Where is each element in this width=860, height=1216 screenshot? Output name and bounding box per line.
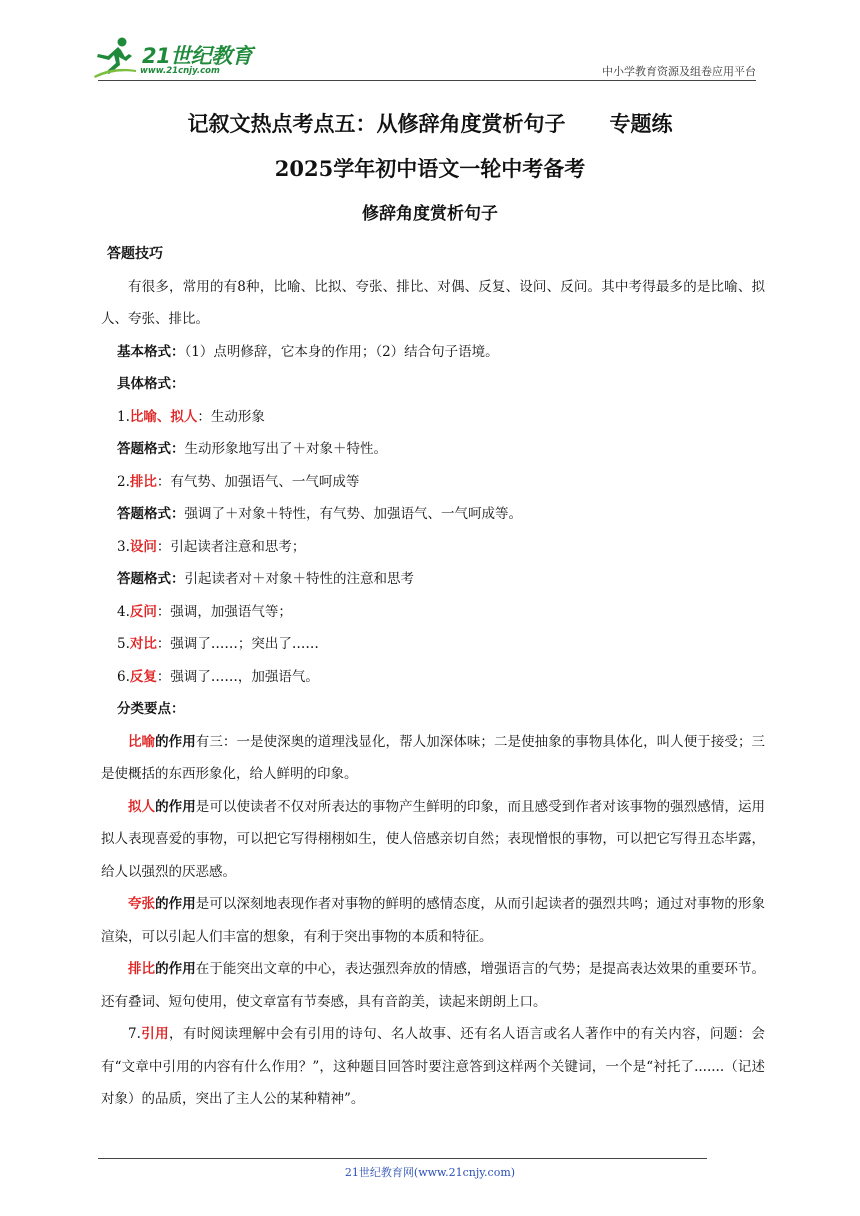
list-item — [101, 661, 765, 694]
title-suffix: 专题练 — [609, 111, 673, 136]
category-role: 的作用 — [155, 896, 196, 912]
item-text: ，有时阅读理解中会有引用的诗句、名人故事、还有名人语言或名人著作中的有关内容，问题：会有“文章中引用的内容有什么作用？”，这种题目回答时要注意答到这样两个关键词，一个是“衬托了.......（记述对象）的品质，突出了主人公的某种精神”。 — [101, 1026, 766, 1107]
category-text: 是可以深刻地表现作者对事物的鲜明的感情态度，从而引起读者的强烈共鸣；通过对事物的形象渲染，可以引起人们丰富的想象，有利于突出事物的本质和特征。 — [101, 896, 766, 945]
category-text: 在于能突出文章的中心，表达强烈奔放的情感，增强语言的气势；是提高表达效果的重要环节。还有叠词、短句使用，使文章富有节奏感，具有音韵美，读起来朗朗上口。 — [101, 961, 766, 1010]
runner-logo-icon — [92, 36, 140, 80]
basic-format — [101, 336, 765, 369]
specific-format-label: 具体格式： — [117, 376, 185, 392]
item-text: ：引起读者注意和思考； — [156, 538, 306, 555]
item-name: 反问 — [129, 603, 157, 620]
section-title: 答题技巧 — [107, 246, 163, 262]
answer-text: 引起读者对＋对象＋特性的注意和思考 — [184, 571, 414, 587]
category-name: 排比 — [128, 961, 156, 977]
category-role: 的作用 — [155, 961, 196, 977]
section-heading: 修辞角度赏析句子 — [362, 204, 498, 224]
category-name: 拟人 — [128, 798, 156, 815]
category-name: 夸张 — [128, 896, 156, 912]
answer-text: 强调了＋对象＋特性，有气势、加强语气、一气呵成等。 — [184, 506, 522, 522]
answer-format — [101, 563, 765, 596]
item-number: 6. — [117, 668, 130, 685]
list-item — [101, 531, 765, 564]
title-main: 记叙文热点考点五：从修辞角度赏析句子 — [187, 111, 566, 136]
list-item — [101, 1018, 765, 1116]
site-logo[interactable] — [92, 36, 262, 80]
category-role: 的作用 — [155, 733, 196, 750]
item-name: 排比 — [129, 473, 157, 490]
item-name: 对比 — [129, 636, 157, 652]
document-title — [0, 108, 860, 138]
item-number: 7. — [128, 1026, 141, 1042]
logo-text: 21世纪教育 — [142, 44, 253, 68]
category-paragraph — [101, 791, 765, 889]
item-text: ：生动形象 — [197, 408, 265, 425]
page-header — [0, 0, 860, 90]
category-text: 是可以使读者不仅对所表达的事物产生鲜明的印象，而且感受到作者对该事物的强烈感情，运用拟人表现喜爱的事物，可以把它写得栩栩如生，使人倍感亲切自然；表现憎恨的事物，可以把它写得丑态毕露，给人以强烈的厌恶感。 — [101, 798, 766, 880]
list-item — [101, 466, 765, 499]
basic-format-label: 基本格式： — [117, 343, 185, 360]
document-body — [101, 238, 765, 1116]
logo-url: www.21cnjy.com — [140, 66, 220, 76]
answer-format — [101, 433, 765, 466]
item-number: 3. — [117, 538, 130, 555]
list-item — [101, 628, 765, 661]
answer-label: 答题格式： — [117, 506, 185, 522]
header-platform-text: 中小学教育资源及组卷应用平台 — [602, 65, 756, 78]
item-name: 反复 — [129, 668, 157, 685]
footer-divider — [98, 1158, 707, 1159]
item-text: ：强调，加强语气等； — [156, 603, 292, 620]
item-text: ：有气势、加强语气、一气呵成等 — [156, 473, 360, 490]
item-name: 设问 — [129, 538, 157, 555]
category-paragraph — [101, 888, 765, 953]
category-text: 有三：一是使深奥的道理浅显化，帮人加深体味；二是使抽象的事物具体化，叫人便于接受；三是使概括的东西形象化，给人鲜明的印象。 — [101, 733, 766, 782]
item-number: 2. — [117, 473, 130, 490]
item-name: 引用 — [140, 1026, 169, 1042]
answer-format — [101, 498, 765, 531]
item-name: 比喻、拟人 — [129, 408, 198, 425]
answer-label: 答题格式： — [117, 441, 185, 457]
list-item — [101, 401, 765, 434]
category-label: 分类要点： — [117, 701, 185, 717]
category-name: 比喻 — [128, 733, 156, 750]
answer-text: 生动形象地写出了＋对象＋特性。 — [184, 441, 387, 457]
document-subtitle: 2025学年初中语文一轮中考备考 — [274, 156, 586, 181]
item-text: ：强调了……，加强语气。 — [156, 668, 319, 685]
category-paragraph — [101, 953, 765, 1018]
list-item — [101, 596, 765, 629]
basic-format-text: （1）点明修辞，它本身的作用；（2）结合句子语境。 — [184, 343, 499, 360]
footer-link[interactable]: 21世纪教育网(www.21cnjy.com) — [344, 1166, 516, 1179]
answer-label: 答题格式： — [117, 571, 185, 587]
header-divider — [98, 80, 756, 81]
category-paragraph — [101, 726, 765, 791]
item-number: 5. — [117, 636, 130, 652]
item-number: 4. — [117, 603, 130, 620]
intro-paragraph: 有很多，常用的有8种，比喻、比拟、夸张、排比、对偶、反复、设问、反问。其中考得最多的是比喻、拟人、夸张、排比。 — [101, 278, 765, 327]
item-text: ：强调了……；突出了…… — [156, 636, 319, 652]
item-number: 1. — [117, 408, 130, 425]
category-role: 的作用 — [155, 798, 196, 815]
